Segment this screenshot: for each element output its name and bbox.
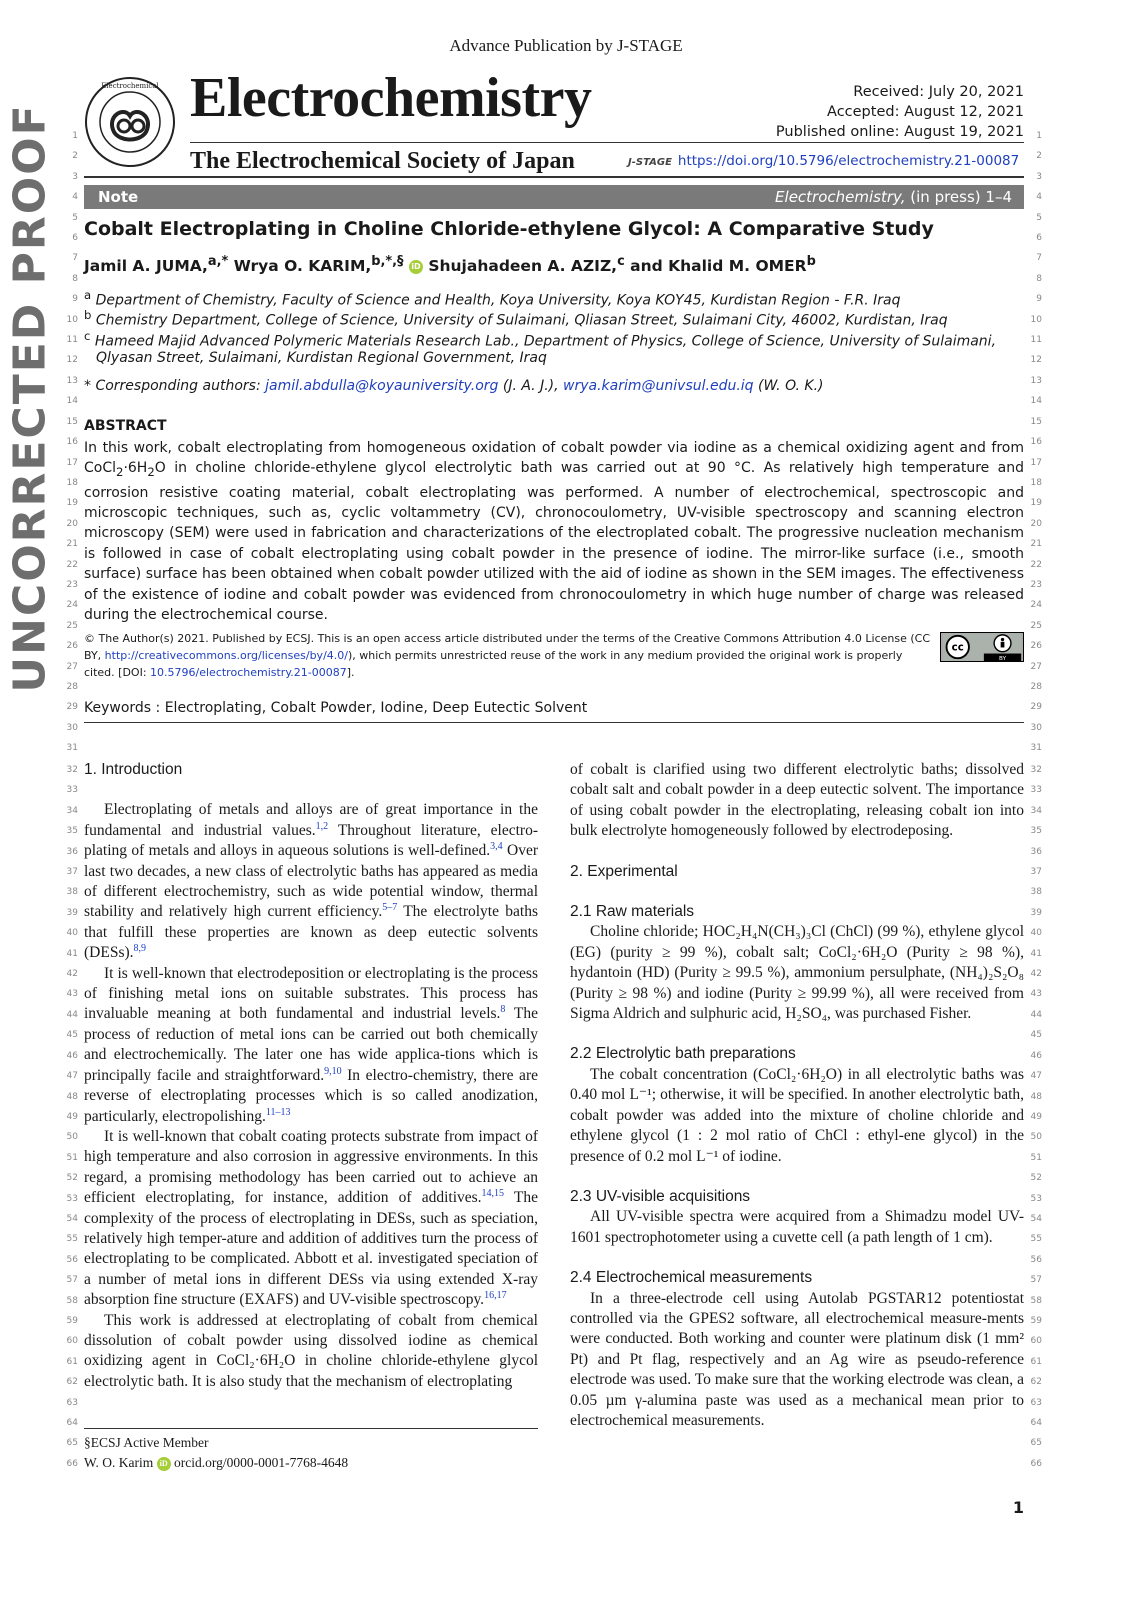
- author-2-sup: b,*,§: [371, 254, 404, 269]
- published-date: Published online: August 19, 2021: [775, 124, 1024, 140]
- uv-visible-paragraph: All UV-visible spectra were acquired from a Shimadzu model UV-1601 spectrophotometer using a cuvette cell (a path length of 1 cm).: [570, 1208, 1024, 1246]
- abstract-text: [84, 438, 1024, 625]
- corresponding-authors: [84, 378, 824, 394]
- orcid-link[interactable]: orcid.org/0000-0001-7768-4648: [174, 1455, 349, 1470]
- right-column: [570, 760, 1024, 1431]
- article-dates: [776, 82, 1024, 142]
- chem-sub-2: 2: [147, 465, 155, 480]
- license-t1: © The Author(s) 2021. Published by ECSJ. This is an open access article distributed under the terms of the Creative Commons Attribution 4.0 License (CC BY,: [84, 632, 931, 662]
- orcid-icon[interactable]: iD: [409, 260, 423, 274]
- article-type-bar: [84, 185, 1024, 209]
- footnote-ecsj: §ECSJ Active Member: [84, 1435, 209, 1450]
- uncorrected-proof-watermark: [0, 103, 60, 693]
- intro-p4a: This work is addressed at electroplating of cobalt from chemical dissolution of cobalt powder using dissolved iodine as chemical oxidizing agent in: [84, 1311, 538, 1370]
- corr-who-1: (J. A. J.),: [498, 378, 564, 394]
- journal-citation-name: Electrochemistry,: [775, 188, 906, 206]
- email-link-1[interactable]: jamil.abdulla@koyauniversity.org: [265, 378, 499, 394]
- chem-cocl: CoCl: [84, 460, 117, 477]
- society-logo-icon: [84, 76, 176, 168]
- ref-1-2[interactable]: 1,2: [315, 820, 329, 832]
- jstage-logo-icon: J-STAGE: [628, 157, 672, 168]
- section-introduction-heading: 1. Introduction: [84, 761, 183, 778]
- author-4-sup: b: [806, 254, 816, 269]
- aff-c-text: Hameed Majid Advanced Polymeric Materials Research Lab., Department of Physics, College of Science, University of Sulaimani,: [90, 333, 997, 350]
- aff-b-text: Chemistry Department, College of Science, University of Sulaimani, Qliasan Street, Sulaimani City, 46002, Kurdistan, Iraq: [91, 312, 948, 329]
- license-text: [84, 630, 932, 681]
- intro-paragraph-2: [84, 964, 538, 1127]
- left-column: [84, 760, 538, 1392]
- intro-paragraph-3: [84, 1127, 538, 1311]
- intro-p3a: It is well-known that cobalt coating protects substrate from impact of high temperature and also corrosion in aggressive environments. In this regard, a promising methodology has been carried out to achieve an efficient electroplating, for instance, addition of additives.: [84, 1127, 538, 1207]
- affiliation-b: [84, 308, 948, 329]
- watermark-text: UNCORRECTED PROOF: [4, 103, 56, 693]
- by-badge-text: BY: [999, 656, 1007, 662]
- aff-c-sup: c: [84, 329, 91, 343]
- line-numbers-left-body: 32 33 34 35 36 37 38 39 40 41 42 43 44 45 46 47 48 49 50 51 52 53 54 55 56 57 58 59 60 61 62 63 64 65 66: [66, 765, 78, 1469]
- subsection-uv-visible-heading: 2.3 UV-visible acquisitions: [570, 1187, 751, 1205]
- page-number: 1: [1012, 1498, 1024, 1517]
- affiliation-a: [84, 288, 901, 309]
- society-name: The Electrochemical Society of Japan: [190, 148, 575, 174]
- ref-11-13[interactable]: 11–13: [265, 1106, 291, 1118]
- author-3-sup: c: [617, 254, 625, 269]
- line-numbers-right-body: 32 33 34 35 36 37 38 39 40 41 42 43 44 45 46 47 48 49 50 51 52 53 54 55 56 57 58 59 60 61 62 63 64 65 66: [1030, 765, 1042, 1469]
- intro-p2b: The process of reduction of metal ions can be carried out both chemically and electrochemically. The later one has wide applica-tions which is principally facile and straightforward.: [84, 1005, 538, 1084]
- raw-materials-paragraph: Choline chloride; HOC₂H₄N(CH₃)₃Cl (ChCl) (99 %), ethylene glycol (EG) (purity ≥ 99 %), cobalt salt; CoCl₂·6H₂O (Purity ≥ 98 %), hydantoin (HD) (Purity ≥ 99.5 %), ammonium persulphate, (NH₄)₂S₂O₈ (Purity ≥ 98 %) and iodine (Purity ≥ 99.99 %), all were received from Sigma Aldrich and sulphuric acid, H₂SO₄, was purchased Fisher.: [570, 923, 1024, 1023]
- doi-row: [628, 153, 1019, 169]
- intro-paragraph-1: [84, 800, 538, 963]
- author-2: Wrya O. KARIM,: [228, 257, 372, 276]
- received-date: Received: July 20, 2021: [853, 84, 1024, 100]
- society-rule: [84, 176, 1024, 178]
- line-numbers-right-top: 1 2 3 4 5 6 7 8 9 10 11 12 13 14 15 16 17 18 19 20 21 22 23 24 25 26 27 28 29 30 31: [1030, 131, 1042, 754]
- journal-name: Electrochemistry: [190, 67, 592, 129]
- abstract-p1: In this work, cobalt electroplating from homogeneous oxidation of cobalt powder via iodine as a chemical oxidizing agent and from: [84, 440, 1024, 456]
- affiliation-c: [84, 329, 996, 350]
- bath-preparations-paragraph: The cobalt concentration (CoCl₂·6H₂O) in all electrolytic baths was 0.40 mol L⁻¹; otherwise, it will be specified. In another electrolytic bath, cobalt powder was added into the mixture of choline chloride and ethylene glycol (1 : 2 mol ratio of ChCl : ethyl-ene glycol) in the presence of 0.2 mol L⁻¹ of iodine.: [570, 1065, 1024, 1165]
- cc-badge-text: cc: [951, 641, 964, 654]
- doi-license-link[interactable]: 10.5796/electrochemistry.21-00087: [150, 666, 347, 679]
- ref-9-10[interactable]: 9,10: [324, 1065, 342, 1077]
- affiliation-c-cont: Qlyasan Street, Sulaimani, Kurdistan Regional Government, Iraq: [96, 350, 547, 366]
- intro-p4-chem: CoCl₂·6H₂O: [216, 1352, 296, 1370]
- aff-a-sup: a: [84, 288, 92, 302]
- ref-5-7[interactable]: 5–7: [382, 902, 398, 914]
- author-1-sup: a,*: [207, 254, 229, 269]
- article-title: Cobalt Electroplating in Choline Chloride-ethylene Glycol: A Comparative Study: [84, 218, 934, 240]
- orcid-icon[interactable]: iD: [157, 1457, 171, 1471]
- author-list: [84, 254, 816, 275]
- doi-link[interactable]: https://doi.org/10.5796/electrochemistry.21-00087: [677, 153, 1020, 169]
- intro-p1d: The electrolyte baths that fulfill these properties are known as deep eutectic solvents (DESs).: [84, 903, 538, 962]
- section-experimental-heading: 2. Experimental: [570, 862, 678, 880]
- publication-banner: Advance Publication by J-STAGE: [449, 36, 683, 55]
- ref-16-17[interactable]: 16,17: [484, 1290, 507, 1301]
- footnote-orcid: [84, 1455, 348, 1471]
- intro-p1a: Electroplating of metals and alloys are of great importance in the fundamental and industrial values.: [84, 801, 538, 839]
- author-1: Jamil A. JUMA,: [84, 257, 208, 276]
- svg-text:Electrochemical: Electrochemical: [101, 82, 159, 90]
- license-t3: ].: [346, 666, 355, 679]
- corr-who-2: (W. O. K.): [753, 378, 824, 394]
- article-type: Note: [98, 188, 139, 206]
- aff-a-text: Department of Chemistry, Faculty of Science and Health, Koya University, Koya KOY45, Kurdistan Region - F.R. Iraq: [91, 292, 901, 309]
- subsection-electrochemical-heading: 2.4 Electrochemical measurements: [570, 1269, 813, 1287]
- ref-3-4[interactable]: 3,4: [490, 841, 503, 853]
- footnote-author: W. O. Karim: [84, 1455, 157, 1470]
- ref-8[interactable]: 8: [500, 1004, 506, 1016]
- intro-paragraph-4-cont: of cobalt is clarified using two different electrolytic baths; dissolved cobalt salt and cobalt powder in a deep eutectic solvent. The importance of using cobalt powder in the electroplating, releasing cobalt ion into bulk electrolyte homogeneously followed by electrodeposing.: [570, 761, 1024, 840]
- abstract-heading: ABSTRACT: [84, 418, 167, 434]
- intro-p1b: Throughout literature, electro-plating of metals and alloys in aqueous solutions is well-defined.: [84, 821, 539, 860]
- ref-14-15[interactable]: 14,15: [481, 1187, 505, 1199]
- journal-citation-pages: (in press) 1–4: [905, 188, 1012, 206]
- intro-p2a: It is well-known that electrodeposition or electroplating is the process of finishing metal ions on suitable substrates. This process has invaluable meaning at both fundamental and industrial levels.: [84, 964, 538, 1023]
- intro-p2c: In electro-chemistry, there are reverse of electroplating processes which is so called anodization, particularly, electropolishing.: [84, 1066, 538, 1125]
- electrochemical-paragraph: In a three-electrode cell using Autolab PGSTAR12 potentiostat controlled via the GPES2 software, all electrochemical measure-ments were conducted. Both working and counter were platinum disk (1 mm² Pt) and Pt flag, respectively and an Ag wire as pseudo-reference electrode was used. To make sure that the working electrode was clean, a 0.05 µm γ-alumina paste was used as a mechanical mean prior to electrochemical measurements.: [570, 1289, 1024, 1429]
- intro-p4b: in choline chloride-ethylene glycol electrolytic bath. It is also study that the mechanism of electroplating: [84, 1352, 539, 1390]
- ref-8-9[interactable]: 8,9: [133, 943, 147, 955]
- keywords: Keywords : Electroplating, Cobalt Powder, Iodine, Deep Eutectic Solvent: [84, 700, 588, 716]
- keywords-rule: [84, 722, 1024, 723]
- license-link[interactable]: http://creativecommons.org/licenses/by/4.0/: [104, 649, 348, 662]
- cc-by-badge-icon[interactable]: [940, 632, 1024, 662]
- chem-sub-1: 2: [116, 465, 124, 480]
- chem-6h: ·6H: [123, 460, 148, 477]
- line-numbers-left-top: 1 2 3 4 5 6 7 8 9 10 11 12 13 14 15 16 17 18 19 20 21 22 23 24 25 26 27 28 29 30 31: [66, 131, 78, 754]
- email-link-2[interactable]: wrya.karim@univsul.edu.iq: [563, 378, 754, 394]
- intro-paragraph-4: [84, 1311, 538, 1393]
- accepted-date: Accepted: August 12, 2021: [827, 104, 1024, 120]
- corr-label: * Corresponding authors:: [84, 378, 266, 394]
- chem-o: O: [154, 460, 166, 477]
- subsection-raw-materials-heading: 2.1 Raw materials: [570, 903, 695, 921]
- header-rule: [190, 142, 1024, 143]
- author-3: Shujahadeen A. AZIZ,: [422, 257, 618, 276]
- footnote-rule: [84, 1428, 538, 1429]
- aff-b-sup: b: [84, 308, 92, 322]
- intro-p1c: Over last two decades, a new class of electrolytic baths has appeared as media of different electrochemistry, such as wide potential window, thermal stability and relatively high current efficiency.: [84, 842, 538, 921]
- intro-p3b: The complexity of the process of electroplating in DESs, such as speciation, relatively high temper-ature and addition of additives turn the process of electroplating to be complicated. Abbott et al. investigated speciation of a number of metal ions in different DESs via using extended X-ray absorption fine structure (EXAFS) and UV-visible spectroscopy.: [84, 1189, 539, 1309]
- abstract-p2: in choline chloride-ethylene glycol electrolytic bath was carried out at 90 °C. As relatively high temperature and corrosion resistive coating material, cobalt electroplating was performed. A number of electrochemical, spectroscopic and microscopic techniques, such as, cyclic voltammetry (CV), chronocoulometry, UV-visible spectroscopy and scanning electron microscopy (SEM) were used in fabrication and characterizations of the electroplated cobalt. The progressive nucleation mechanism is followed in case of cobalt electroplating using cobalt powder in the presence of iodine. The mirror-like surface (i.e., smooth surface) surface has been obtained when cobalt powder utilized with the aid of iodine as shown in the SEM images. The effectiveness of the existence of iodine and cobalt powder was evidenced from chronocoulometry in which huge number of charge was released during the electrochemical course.: [84, 460, 1024, 624]
- author-4: and Khalid M. OMER: [624, 257, 807, 276]
- subsection-bath-preparations-heading: 2.2 Electrolytic bath preparations: [570, 1045, 796, 1063]
- license-t2: ), which permits unrestricted reuse of the work in any medium provided the original work is properly cited. [DOI:: [84, 649, 903, 679]
- journal-citation: [775, 185, 1012, 209]
